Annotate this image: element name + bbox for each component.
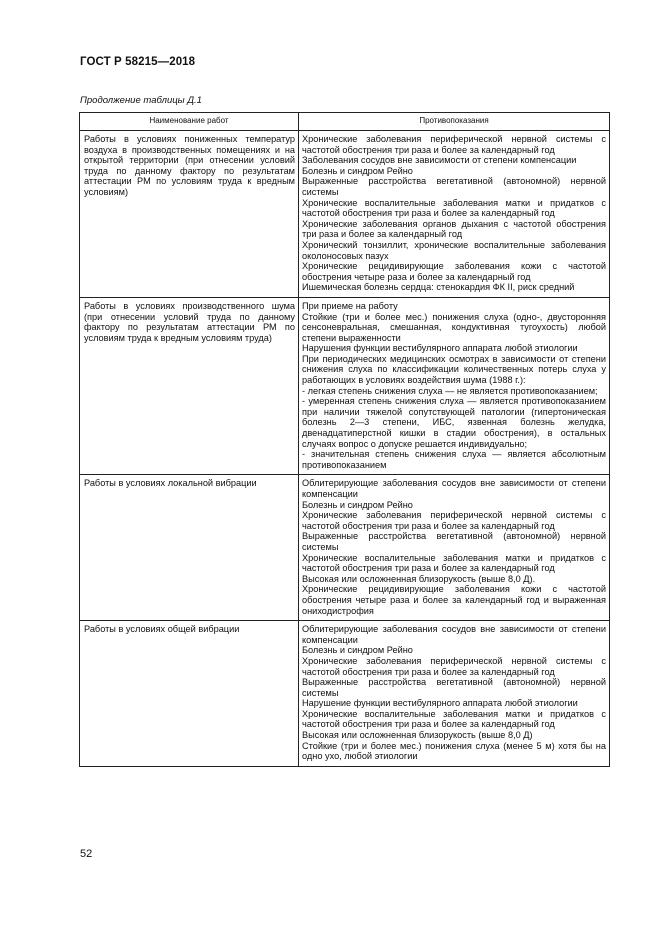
table-row: [80, 297, 610, 475]
column-header-work: Наименование работ: [80, 113, 299, 131]
table-row: [80, 131, 610, 298]
contraindication-item: - умеренная степень снижения слуха — является противопоказанием при наличии тяжелой сопутствующей патологии (гипертоническая болезнь 2—3 степени, ИБС, язвенная болезнь желудка, двенадцатиперстной кишки в стадии обострения), в остальных случаях вопрос о допуске решается индивидуально;: [302, 396, 606, 449]
document-header: ГОСТ Р 58215—2018: [80, 56, 196, 68]
table-row: [80, 621, 610, 767]
contraindication-item: Выраженные расстройства вегетативной (автономной) нервной системы: [302, 176, 606, 197]
work-cell: Работы в условиях локальной вибрации: [80, 475, 299, 621]
page-number: 52: [80, 848, 93, 860]
contraindication-item: Хронические заболевания периферической нервной системы с частотой обострения три раза и более за календарный год: [302, 510, 606, 531]
contraindications-cell: [299, 131, 610, 298]
table-header-row: [80, 113, 610, 131]
contraindication-item: Хронические воспалительные заболевания матки и придатков с частотой обострения три раза и более за календарный год: [302, 552, 606, 574]
contraindication-item: Заболевания сосудов вне зависимости от степени компенсации: [302, 155, 577, 166]
contraindication-item: Высокая или осложненная близорукость (выше 8,0 Д): [302, 730, 533, 741]
contraindication-item: Хронические заболевания периферической нервной системы с частотой обострения три раза и более за календарный год: [302, 134, 606, 155]
contraindication-item: Облитерирующие заболевания сосудов вне зависимости от степени компенсации: [302, 478, 606, 499]
contraindications-cell: [299, 475, 610, 621]
contraindication-item: При периодических медицинских осмотрах в зависимости от степени снижения слуха по классификации количественных потерь слуха у работающих в условиях воздействия шума (1988 г.):: [302, 353, 606, 386]
contraindication-item: Хронические рецидивирующие заболевания кожи с частотой обострения четыре раза и более за календарный год: [302, 261, 606, 282]
contraindications-cell: [299, 297, 610, 475]
column-header-contraindications: Противопоказания: [299, 113, 610, 131]
contraindications-cell: [299, 621, 610, 767]
contraindication-item: Ишемическая болезнь сердца: стенокардия ФК II, риск средний: [302, 282, 575, 293]
contraindication-item: Выраженные расстройства вегетативной (автономной) нервной системы: [302, 677, 606, 698]
work-cell: Работы в условиях пониженных температур воздуха в производственных помещениях и на открытой территории (при отнесении условий труда по данному фактору по результатам аттестации РМ по условиям труда к вредным условиям): [80, 131, 299, 298]
contraindication-item: Хронические заболевания органов дыхания с частотой обострения три раза и более за календарный год: [302, 218, 606, 240]
table-row: [80, 475, 610, 621]
contraindication-item: Стойкие (три и более мес.) понижения слуха (менее 5 м) хотя бы на одно ухо, любой этиологии: [302, 740, 606, 762]
work-cell: Работы в условиях производственного шума (при отнесении условий труда по данному фактору по результатам аттестации РМ по условиям труда к вредным условиям труда): [80, 297, 299, 475]
contraindication-item: Болезнь и синдром Рейно: [302, 499, 413, 510]
contraindication-item: - легкая степень снижения слуха — не является противопоказанием;: [302, 385, 598, 396]
contraindication-item: Хронические воспалительные заболевания матки и придатков с частотой обострения три раза и более за календарный год: [302, 708, 606, 730]
table-caption: Продолжение таблицы Д.1: [80, 95, 202, 106]
contraindication-item: Хронические заболевания периферической нервной системы с частотой обострения три раза и более за календарный год: [302, 655, 606, 677]
contraindication-item: Хронические рецидивирующие заболевания кожи с частотой обострения четыре раза и более за календарный год и выраженная ониходистрофия: [302, 584, 606, 616]
contraindication-item: Хронические воспалительные заболевания матки и придатков с частотой обострения три раза и более за календарный год: [302, 197, 606, 219]
contraindication-item: При приеме на работу: [302, 300, 398, 311]
contraindication-item: Высокая или осложненная близорукость (выше 8,0 Д).: [302, 573, 536, 584]
contraindications-table: [79, 112, 610, 767]
contraindication-item: Хронический тонзиллит, хронические воспалительные заболевания околоносовых пазух: [302, 239, 606, 261]
contraindication-item: Стойкие (три и более мес.) понижения слуха (одно-, двусторонняя сенсоневральная, смешанная, кондуктивная тугоухость) любой степени выраженности: [302, 311, 606, 343]
contraindication-item: Нарушения функции вестибулярного аппарата любой этиологии: [302, 343, 578, 354]
contraindication-item: Болезнь и синдром Рейно: [302, 165, 413, 176]
work-cell: Работы в условиях общей вибрации: [80, 621, 299, 767]
contraindication-item: Облитерирующие заболевания сосудов вне зависимости от степени компенсации: [302, 624, 606, 645]
contraindication-item: Нарушение функции вестибулярного аппарата любой этиологии: [302, 698, 578, 709]
contraindication-item: Болезнь и синдром Рейно: [302, 645, 413, 656]
contraindication-item: Выраженные расстройства вегетативной (автономной) нервной системы: [302, 531, 606, 552]
contraindication-item: - значительная степень снижения слуха — является абсолютным противопоказанием: [302, 449, 606, 470]
